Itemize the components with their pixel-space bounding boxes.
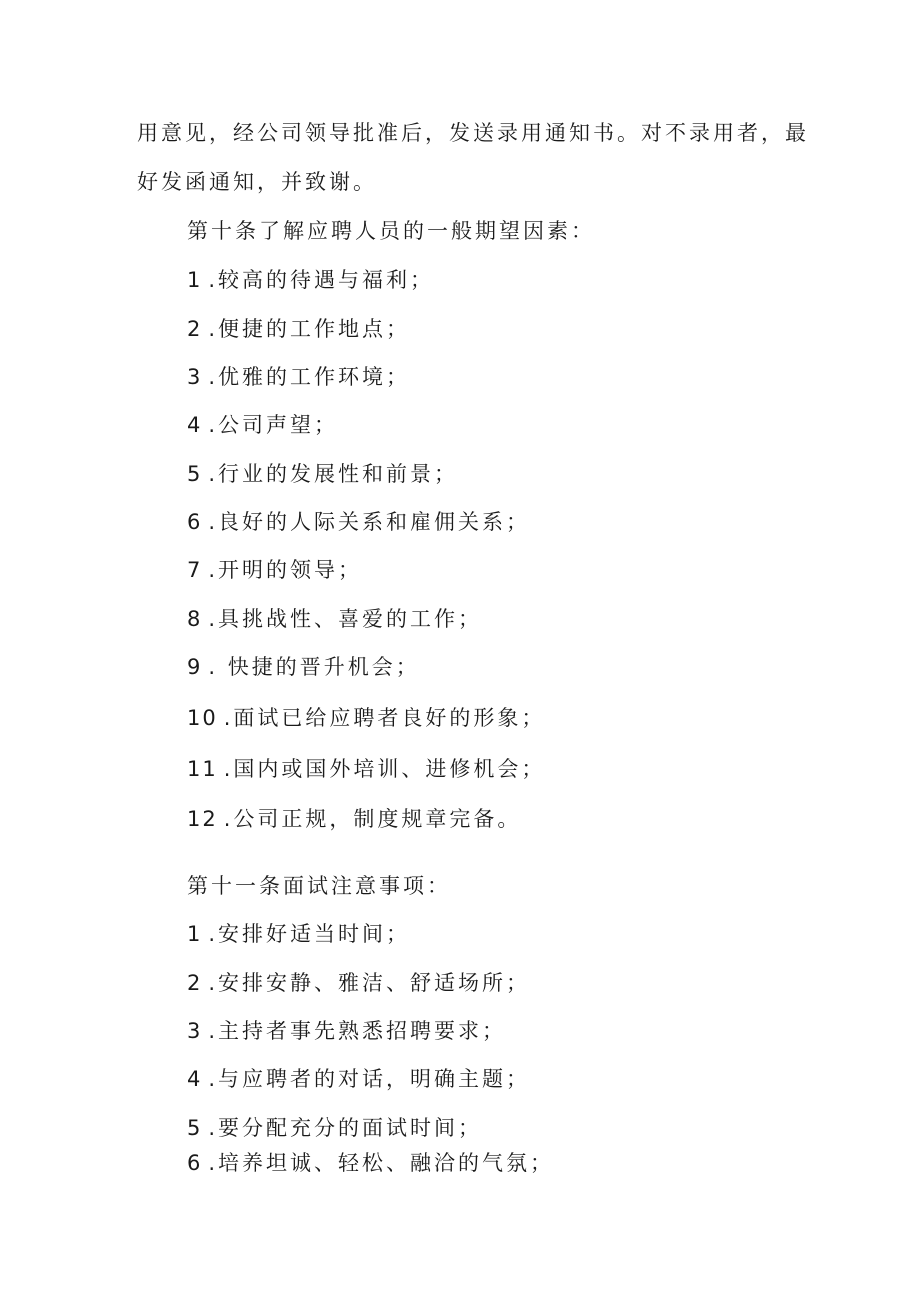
item-number: 9 [187,655,203,679]
item-text: .优雅的工作环境； [208,365,411,389]
list-item [187,804,521,834]
item-number: 12 [187,807,218,831]
item-text: .与应聘者的对话，明确主题； [208,1067,531,1091]
item-text: .公司正规，制度规章完备。 [223,807,522,831]
list-item [187,1113,482,1143]
list-item [187,1064,530,1094]
item-number: 5 [187,1116,203,1140]
item-number: 2 [187,971,203,995]
item-text: .安排好适当时间； [208,922,411,946]
item-number: 4 [187,413,203,437]
list-item [187,703,545,733]
item-number: 3 [187,1019,203,1043]
list-item [187,968,530,998]
article-11-heading: 第十一条面试注意事项： [187,874,451,898]
list-item [187,459,458,489]
item-text: .具挑战性、喜爱的工作； [208,607,483,631]
item-number: 6 [187,1151,203,1175]
item-number: 1 [187,268,203,292]
item-text: .行业的发展性和前景； [208,462,459,486]
intro-line-1: 用意见，经公司领导批准后，发送录用通知书。对不录用者，最 [137,121,809,145]
list-item [187,362,410,392]
item-text: .便捷的工作地点； [208,317,411,341]
list-item [187,1148,554,1178]
item-text: .公司声望； [208,413,339,437]
item-text: .较高的待遇与福利； [208,268,435,292]
intro-line-2: 好发函通知，并致谢。 [137,170,377,194]
list-item [187,265,434,295]
item-number: 4 [187,1067,203,1091]
item-text: .开明的领导； [208,558,363,582]
item-text: .面试已给应聘者良好的形象； [223,706,546,730]
list-item [187,410,338,440]
list-item [187,314,410,344]
item-number: 6 [187,510,203,534]
item-number: 7 [187,558,203,582]
item-text: . 快捷的晋升机会； [208,655,420,679]
list-item [187,604,482,634]
item-number: 5 [187,462,203,486]
item-text: .良好的人际关系和雇佣关系； [208,510,531,534]
list-item [187,919,410,949]
list-item [187,652,420,682]
item-number: 3 [187,365,203,389]
item-number: 10 [187,706,218,730]
list-item [187,1016,506,1046]
item-number: 2 [187,317,203,341]
item-text: .主持者事先熟悉招聘要求； [208,1019,507,1043]
item-text: .要分配充分的面试时间； [208,1116,483,1140]
article-10-heading: 第十条了解应聘人员的一般期望因素： [187,219,595,243]
item-text: .国内或国外培训、进修机会； [223,757,546,781]
item-text: .安排安静、雅洁、舒适场所； [208,971,531,995]
list-item [187,555,362,585]
item-number: 8 [187,607,203,631]
item-text: .培养坦诚、轻松、融洽的气氛； [208,1151,555,1175]
item-number: 1 [187,922,203,946]
list-item [187,754,545,784]
item-number: 11 [187,757,218,781]
list-item [187,507,530,537]
